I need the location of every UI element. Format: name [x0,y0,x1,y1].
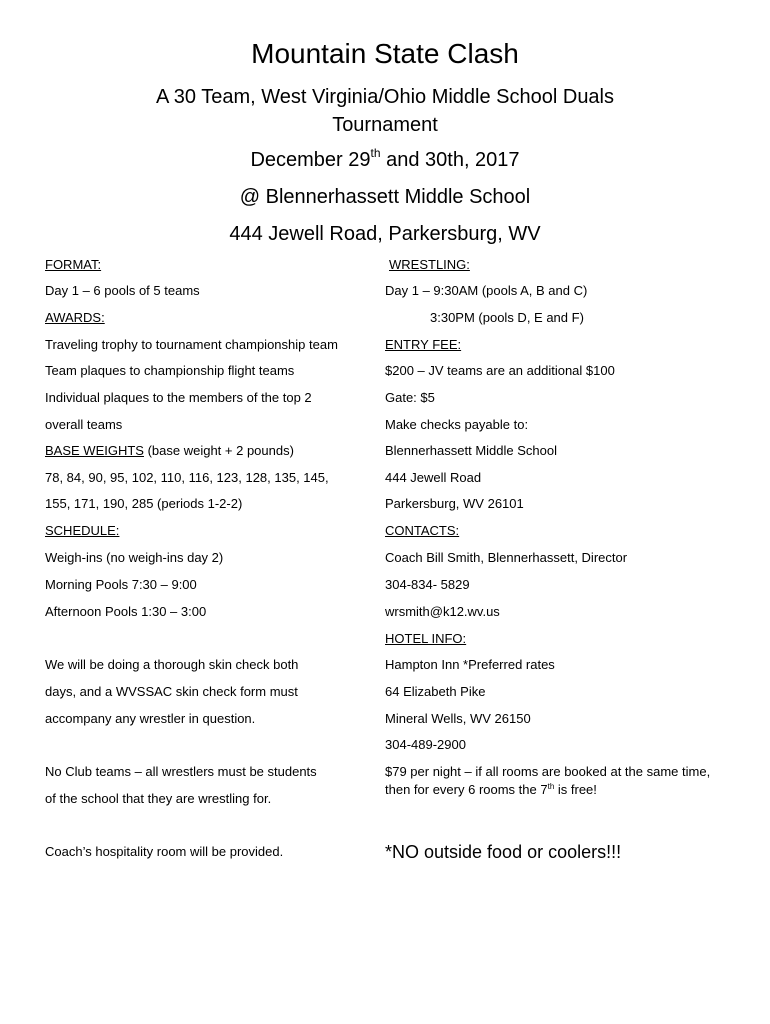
format-text: Day 1 – 6 pools of 5 teams [45,283,200,298]
hotel-street: 64 Elizabeth Pike [385,684,486,699]
club-teams-line-1: No Club teams – all wrestlers must be students [45,764,317,779]
contact-email[interactable]: wrsmith@k12.wv.us [385,604,500,619]
event-date-start: December 29 [250,149,371,171]
hospitality-note: Coach’s hospitality room will be provided. [45,844,284,859]
awards-line-3: Individual plaques to the members of the top 2 [45,390,312,405]
entry-fee-line-1: $200 – JV teams are an additional $100 [385,363,615,378]
contact-phone: 304-834- 5829 [385,577,470,592]
base-weights-heading: BASE WEIGHTS [45,443,144,458]
hotel-heading: HOTEL INFO: [385,631,467,646]
hotel-city: Mineral Wells, WV 26150 [385,711,531,726]
skin-check-line-1: We will be doing a thorough skin check both [45,657,299,672]
contacts-heading: CONTACTS: [385,523,460,538]
event-date-end: and 30th, 2017 [380,149,520,171]
hotel-name: Hampton Inn *Preferred rates [385,657,555,672]
event-address: 444 Jewell Road, Parkersburg, WV [229,223,541,245]
wrestling-line-1: Day 1 – 9:30AM (pools A, B and C) [385,283,588,298]
schedule-line-1: Weigh-ins (no weigh-ins day 2) [45,550,224,565]
format-heading: FORMAT: [45,257,102,272]
event-date-ordinal: th [370,146,381,160]
hotel-phone: 304-489-2900 [385,737,466,752]
awards-line-1: Traveling trophy to tournament championship team [45,337,338,352]
awards-line-2: Team plaques to championship flight teams [45,363,295,378]
wrestling-heading: WRESTLING: [389,257,470,272]
checks-payable: Make checks payable to: [385,417,529,432]
gate-fee: Gate: $5 [385,390,435,405]
weights-line-2: 155, 171, 190, 285 (periods 1-2-2) [45,496,243,511]
wrestling-line-2: 3:30PM (pools D, E and F) [430,310,584,325]
event-title: Mountain State Clash [251,38,519,69]
entry-fee-heading: ENTRY FEE: [385,337,462,352]
event-venue: @ Blennerhassett Middle School [239,186,531,208]
schedule-line-3: Afternoon Pools 1:30 – 3:00 [45,604,207,619]
hotel-rate [385,763,715,799]
event-subtitle-line2: Tournament [332,114,438,136]
payee-line-3: Parkersburg, WV 26101 [385,496,524,511]
schedule-line-2: Morning Pools 7:30 – 9:00 [45,577,197,592]
hotel-rate-ordinal: th [547,782,555,791]
contact-name: Coach Bill Smith, Blennerhassett, Director [385,550,628,565]
skin-check-line-3: accompany any wrestler in question. [45,711,256,726]
no-outside-food-notice: *NO outside food or coolers!!! [385,842,622,862]
base-weights [45,442,294,460]
skin-check-line-2: days, and a WVSSAC skin check form must [45,684,298,699]
schedule-heading: SCHEDULE: [45,523,120,538]
club-teams-line-2: of the school that they are wrestling for. [45,791,272,806]
payee-line-1: Blennerhassett Middle School [385,443,557,458]
weights-line-1: 78, 84, 90, 95, 102, 110, 116, 123, 128, 135, 145, [45,470,329,485]
hotel-rate-text: $79 per night – if all rooms are booked at the same time, then for every 6 rooms the 7 [385,764,711,797]
base-weights-note: (base weight + 2 pounds) [143,443,294,458]
event-date [0,147,770,173]
hotel-rate-end: is free! [554,782,597,797]
payee-line-2: 444 Jewell Road [385,470,482,485]
event-subtitle-line1: A 30 Team, West Virginia/Ohio Middle School Duals [155,86,615,108]
awards-line-4: overall teams [45,417,123,432]
awards-heading: AWARDS: [45,310,105,325]
